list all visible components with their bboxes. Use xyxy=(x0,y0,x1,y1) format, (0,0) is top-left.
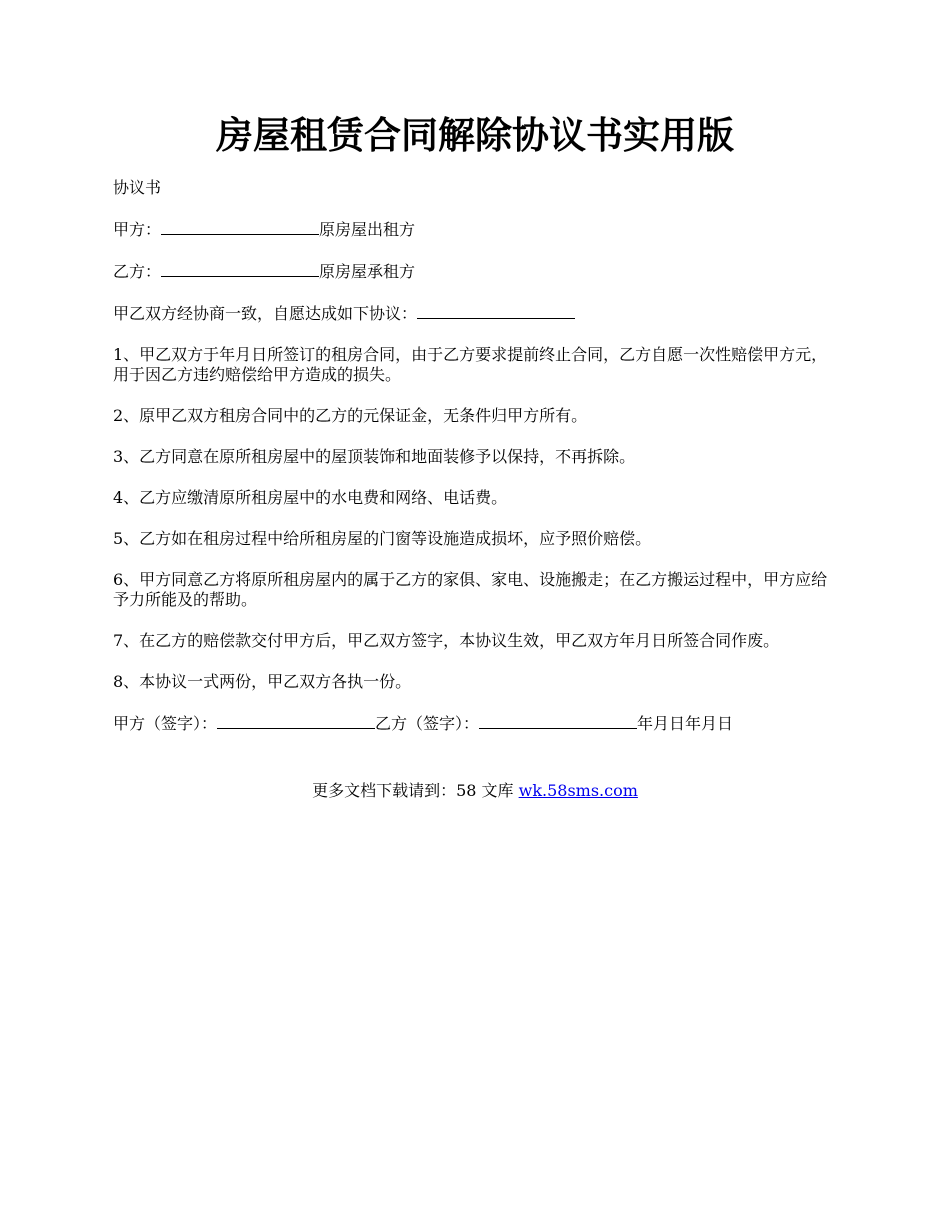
document-heading: 协议书 xyxy=(113,178,162,197)
party-b-label: 乙方： xyxy=(113,262,162,281)
signature-dates: 年月日年月日 xyxy=(637,714,734,733)
party-b-blank xyxy=(161,261,319,277)
clause-3: 3、乙方同意在原所租房屋中的屋顶装饰和地面装修予以保持，不再拆除。 xyxy=(113,447,636,466)
clause-6: 6、甲方同意乙方将原所租房屋内的属于乙方的家俱、家电、设施搬走；在乙方搬运过程中，甲方应给予力所能及的帮助。 xyxy=(113,570,828,609)
party-b-line xyxy=(113,261,838,282)
party-a-line xyxy=(113,219,838,240)
party-a-role: 原房屋出租方 xyxy=(319,220,416,239)
intro-line xyxy=(113,303,838,324)
intro-text: 甲乙双方经协商一致，自愿达成如下协议： xyxy=(113,304,418,323)
signature-party-a: 甲方（签字）： xyxy=(113,714,218,733)
signature-line xyxy=(113,713,838,734)
signature-a-blank xyxy=(217,713,375,729)
footer-link[interactable]: wk.58sms.com xyxy=(518,781,638,800)
party-b-role: 原房屋承租方 xyxy=(319,262,416,281)
clause-2: 2、原甲乙双方租房合同中的乙方的元保证金，无条件归甲方所有。 xyxy=(113,406,588,425)
party-a-blank xyxy=(161,219,319,235)
clause-1: 1、甲乙双方于年月日所签订的租房合同，由于乙方要求提前终止合同，乙方自愿一次性赔偿甲方元，用于因乙方违约赔偿给甲方造成的损失。 xyxy=(113,345,828,384)
document-title: 房屋租赁合同解除协议书实用版 xyxy=(216,113,734,157)
document-body xyxy=(113,178,838,755)
signature-party-b: 乙方（签字）： xyxy=(375,714,480,733)
footer xyxy=(0,780,950,802)
signature-b-blank xyxy=(479,713,637,729)
clause-8: 8、本协议一式两份，甲乙双方各执一份。 xyxy=(113,672,412,691)
clause-5: 5、乙方如在租房过程中给所租房屋的门窗等设施造成损坏，应予照价赔偿。 xyxy=(113,529,652,548)
clause-7: 7、在乙方的赔偿款交付甲方后，甲乙双方签字，本协议生效，甲乙双方年月日所签合同作废。 xyxy=(113,631,780,650)
intro-blank xyxy=(417,303,575,319)
clause-4: 4、乙方应缴清原所租房屋中的水电费和网络、电话费。 xyxy=(113,488,508,507)
footer-text: 更多文档下载请到：58 文库 xyxy=(312,781,519,800)
party-a-label: 甲方： xyxy=(113,220,162,239)
